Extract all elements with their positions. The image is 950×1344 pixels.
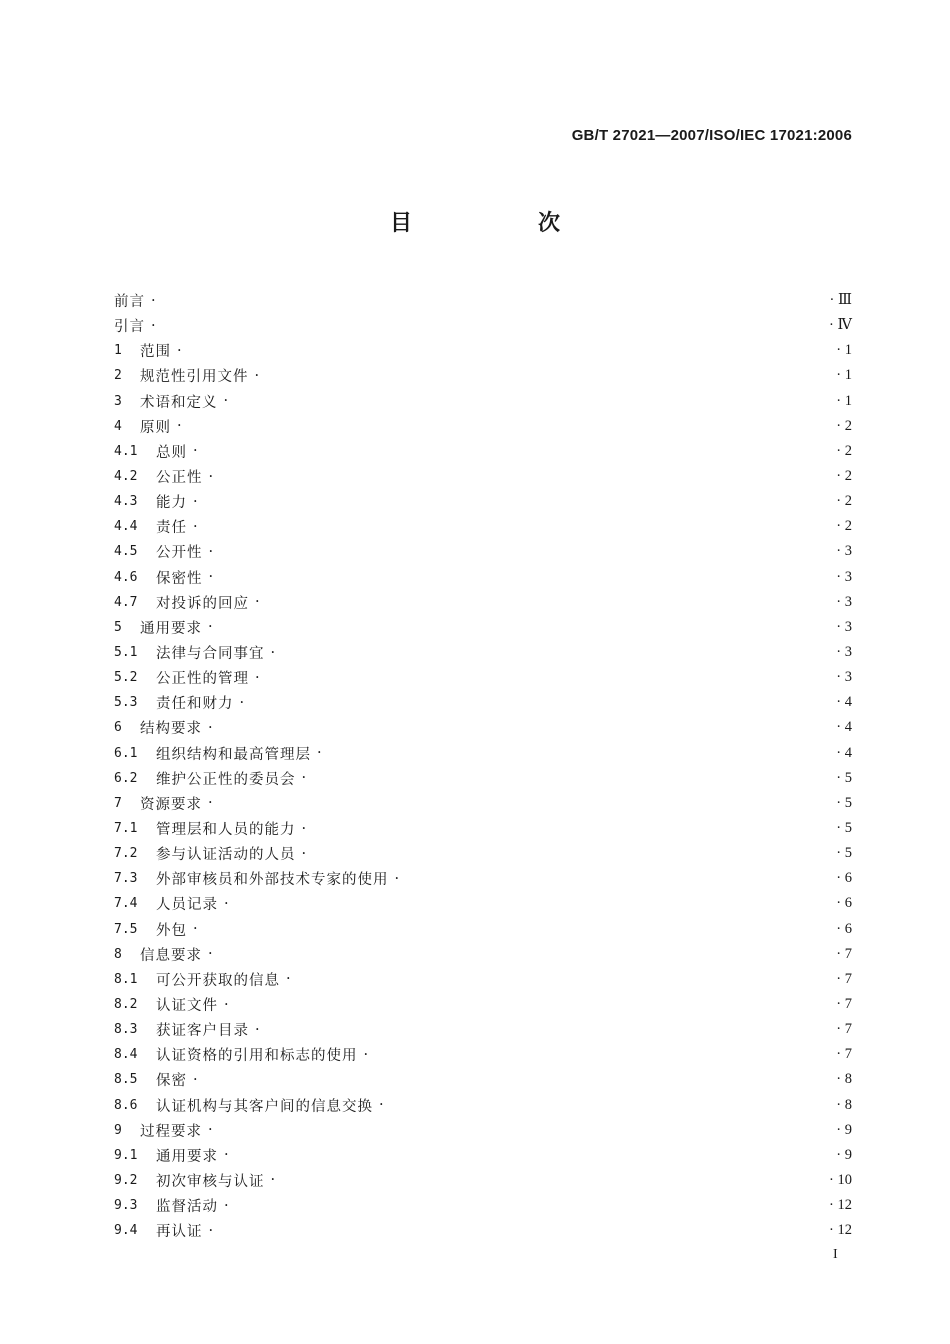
toc-page-number: 12 (837, 1197, 852, 1214)
toc-entry-number: 7.2 (114, 846, 138, 862)
page-leader-dot: · (836, 342, 845, 359)
toc-entry-title: 总则 (156, 444, 187, 461)
toc-entry-title: 认证资格的引用和标志的使用 (156, 1048, 358, 1065)
toc-entry-title: 过程要求 (140, 1123, 202, 1140)
toc-entry-page (836, 946, 852, 963)
toc-entry-page (836, 895, 852, 912)
toc-entry-page (836, 443, 852, 460)
toc-page-number: 9 (844, 1146, 852, 1163)
toc-entry[interactable] (114, 1017, 852, 1042)
toc-entry-page (836, 820, 852, 837)
toc-page-number: 12 (837, 1222, 852, 1239)
toc-entry[interactable] (114, 992, 852, 1017)
toc-entry-number: 4 (114, 418, 122, 434)
page-leader-dot: · (836, 870, 845, 887)
page-leader-dot: · (836, 468, 845, 485)
toc-entry[interactable] (114, 665, 852, 690)
leader-dot: · (208, 1122, 213, 1139)
page-leader-dot: · (836, 1146, 845, 1163)
toc-entry-page (836, 1021, 852, 1038)
toc-entry-page (836, 845, 852, 862)
toc-entry-number: 8.5 (114, 1072, 138, 1088)
toc-entry[interactable] (114, 917, 852, 942)
toc-entry-page (829, 1222, 852, 1239)
page-leader-dot: · (836, 820, 845, 837)
toc-entry-page (836, 770, 852, 787)
toc-entry-page (836, 569, 852, 586)
toc-entry-page (836, 393, 852, 410)
toc-page-number: 1 (844, 342, 852, 359)
toc-entry[interactable] (114, 715, 852, 740)
leader-dot: · (255, 669, 260, 686)
leader-dot: · (208, 1222, 214, 1239)
toc-entry[interactable] (114, 942, 852, 967)
toc-entry[interactable] (114, 514, 852, 539)
toc-entry-title: 法律与合同事宜 (156, 646, 265, 663)
toc-entry[interactable] (114, 766, 852, 791)
toc-entry-title: 维护公正性的委员会 (156, 771, 296, 788)
standard-code: GB/T 27021—2007/ISO/IEC 17021:2006 (571, 127, 852, 144)
toc-page-number: 7 (844, 945, 852, 962)
toc-entry[interactable] (114, 489, 852, 514)
toc-entry-number: 3 (114, 393, 122, 409)
toc-page-number: 10 (837, 1171, 852, 1188)
toc-entry-number: 7.5 (114, 921, 138, 937)
page-leader-dot: · (836, 669, 845, 686)
toc-entry-number: 8.2 (114, 997, 138, 1012)
toc-entry[interactable] (114, 967, 852, 992)
toc-entry-title: 责任和财力 (156, 696, 234, 713)
page-leader-dot: · (836, 769, 845, 786)
toc-entry-title: 通用要求 (140, 620, 202, 637)
toc-page-number: 3 (844, 593, 852, 610)
toc-page-number: 7 (844, 996, 852, 1012)
page-leader-dot: · (836, 644, 845, 661)
page-leader-dot: · (836, 367, 845, 384)
leader-dot: · (208, 719, 213, 736)
toc-entry-number: 5 (114, 619, 122, 635)
page-leader-dot: · (829, 292, 839, 309)
toc-entry-number: 1 (114, 343, 122, 359)
leader-dot: · (379, 1097, 384, 1114)
toc-entry-title: 外包 (156, 922, 187, 939)
toc-entry-title: 公开性 (156, 545, 203, 562)
toc-entry-page (836, 644, 852, 661)
toc-entry-page (836, 996, 852, 1013)
page-leader-dot: · (836, 392, 845, 409)
toc-entry-title: 通用要求 (156, 1148, 218, 1165)
toc-entry-page (830, 292, 852, 309)
toc-page-number: 5 (844, 769, 852, 786)
leader-dot: · (317, 745, 322, 762)
toc-entry[interactable] (114, 1093, 852, 1118)
toc-entry-number: 7.3 (114, 871, 138, 887)
leader-dot: · (255, 594, 260, 611)
toc-entry[interactable] (114, 338, 852, 363)
page-leader-dot: · (836, 518, 845, 535)
toc-page-number: 4 (844, 719, 852, 736)
leader-dot: · (208, 569, 214, 586)
toc-entry[interactable] (114, 791, 852, 816)
toc-entry-page (836, 921, 852, 938)
toc-entry[interactable] (114, 615, 852, 640)
toc-entry-page (836, 1122, 852, 1139)
toc-entry-page (836, 543, 852, 560)
toc-page-number: 5 (844, 820, 852, 837)
page-title: 目 次 (389, 211, 612, 236)
toc-entry-page (836, 1046, 852, 1063)
toc-page-number: 1 (844, 392, 852, 409)
toc-entry[interactable] (114, 816, 852, 841)
toc-entry-title: 认证文件 (156, 998, 218, 1014)
toc-entry-number: 7 (114, 795, 122, 811)
toc-entry-title: 责任 (156, 520, 187, 537)
toc-entry-number: 8.3 (114, 1022, 138, 1038)
page-leader-dot: · (836, 1021, 845, 1038)
page-leader-dot: · (829, 1171, 838, 1188)
leader-dot: · (224, 996, 229, 1013)
page-leader-dot: · (836, 845, 845, 862)
toc-entry-title: 规范性引用文件 (140, 369, 249, 386)
toc-entry[interactable] (114, 1218, 852, 1243)
leader-dot: · (286, 971, 291, 988)
toc-entry[interactable] (114, 640, 852, 665)
toc-entry-title: 公正性 (156, 470, 203, 487)
toc-entry-title: 资源要求 (140, 796, 202, 813)
toc-entry[interactable] (114, 464, 852, 489)
toc-entry[interactable] (114, 1168, 852, 1193)
toc-entry-number: 4.6 (114, 569, 138, 585)
toc-page-number: 6 (844, 895, 852, 912)
toc-entry-page (829, 1172, 852, 1189)
toc-entry-title: 获证客户目录 (156, 1023, 249, 1040)
toc-page-number: 5 (844, 845, 852, 862)
toc-entry-title: 原则 (140, 419, 171, 436)
toc-page-number: Ⅳ (837, 317, 852, 334)
toc-entry-number: 5.3 (114, 695, 138, 711)
toc-entry-title: 监督活动 (156, 1199, 218, 1216)
leader-dot: · (254, 367, 260, 384)
toc-entry-title: 范围 (140, 344, 171, 361)
toc-entry[interactable] (114, 1193, 852, 1218)
page-number: I (833, 1247, 838, 1262)
page-leader-dot: · (836, 1071, 845, 1088)
toc-page-number: 4 (844, 694, 852, 711)
leader-dot: · (301, 845, 307, 862)
toc-entry-number: 4.2 (114, 469, 138, 485)
page-leader-dot: · (836, 1096, 845, 1113)
toc-entry-number: 8.4 (114, 1047, 138, 1063)
toc-page-number: 7 (844, 1021, 852, 1038)
leader-dot: · (193, 1071, 198, 1088)
toc-entry-number: 5.1 (114, 645, 138, 661)
toc-entry[interactable] (114, 363, 852, 388)
toc-entry-page (829, 317, 852, 334)
leader-dot: · (270, 1172, 276, 1189)
toc-entry-title: 保密 (156, 1073, 187, 1090)
toc-entry-title: 保密性 (156, 570, 203, 587)
toc-page-number: 2 (844, 518, 852, 535)
toc-entry-title: 可公开获取的信息 (156, 972, 280, 989)
toc-entry-number: 4.7 (114, 594, 138, 610)
toc-entry-page (836, 367, 852, 384)
toc-entry[interactable] (114, 313, 852, 338)
toc-entry[interactable] (114, 539, 852, 564)
leader-dot: · (270, 644, 276, 661)
page-leader-dot: · (836, 568, 845, 585)
page-leader-dot: · (836, 442, 845, 459)
toc-entry-title: 人员记录 (156, 897, 218, 914)
page-leader-dot: · (836, 744, 845, 761)
toc-entry-number: 8 (114, 946, 122, 962)
toc-entry-page (836, 1097, 852, 1114)
toc-entry-number: 6.2 (114, 770, 138, 786)
leader-dot: · (193, 921, 198, 938)
toc-entry-title: 认证机构与其客户间的信息交换 (156, 1098, 373, 1115)
toc-page-number: 3 (844, 669, 852, 686)
page-leader-dot: · (836, 1046, 845, 1063)
page-leader-dot: · (836, 417, 845, 434)
toc-entry-number: 6.1 (114, 745, 138, 761)
toc-page-number: 6 (844, 920, 852, 937)
toc-entry-page (836, 694, 852, 711)
toc-entry-title: 初次审核与认证 (156, 1173, 265, 1190)
toc-entry-number: 4.3 (114, 494, 138, 510)
page-leader-dot: · (836, 593, 845, 610)
toc-page-number: 2 (844, 417, 852, 434)
toc-entry-page (836, 971, 852, 988)
toc-entry-number: 6 (114, 720, 122, 736)
toc-entry-page (836, 468, 852, 485)
toc-entry-title: 再认证 (156, 1224, 203, 1241)
page-leader-dot: · (836, 493, 845, 510)
page-leader-dot: · (836, 920, 845, 937)
toc-entry-title: 管理层和人员的能力 (156, 822, 296, 839)
toc-entry-page (829, 1197, 852, 1214)
page-leader-dot: · (836, 1121, 845, 1138)
toc-page-number: 6 (844, 870, 852, 887)
toc-entry-number: 9.4 (114, 1223, 138, 1239)
page-leader-dot: · (836, 970, 845, 987)
toc-entry-title: 术语和定义 (140, 394, 218, 411)
toc-entry-title: 外部审核员和外部技术专家的使用 (156, 872, 389, 889)
toc-entry[interactable] (114, 866, 852, 891)
leader-dot: · (239, 694, 245, 711)
toc-entry-number: 9 (114, 1122, 122, 1138)
toc-entry-page (836, 418, 852, 435)
toc-entry[interactable] (114, 841, 852, 866)
toc-entry-title: 对投诉的回应 (156, 595, 249, 612)
leader-dot: · (193, 443, 198, 460)
toc-page-number: 9 (844, 1121, 852, 1138)
page-leader-dot: · (836, 895, 845, 912)
toc-entry[interactable] (114, 891, 852, 916)
toc-entry-title: 结构要求 (140, 721, 202, 738)
toc-page-number: 3 (844, 618, 852, 635)
leader-dot: · (224, 1147, 229, 1164)
toc-page-number: Ⅲ (838, 292, 852, 309)
toc-entry-number: 2 (114, 368, 122, 384)
page-leader-dot: · (836, 996, 845, 1012)
leader-dot: · (177, 342, 182, 359)
toc-page-number: 2 (844, 468, 852, 485)
toc-entry[interactable] (114, 690, 852, 715)
toc-entry[interactable] (114, 389, 852, 414)
toc-entry[interactable] (114, 1067, 852, 1092)
leader-dot: · (301, 770, 307, 787)
page-leader-dot: · (829, 1222, 838, 1239)
toc-page-number: 8 (844, 1096, 852, 1113)
leader-dot: · (363, 1046, 369, 1063)
toc-entry-title: 能力 (156, 495, 187, 512)
toc-page-number: 3 (844, 543, 852, 560)
toc-entry-title: 引言 (114, 319, 145, 336)
toc-page-number: 8 (844, 1071, 852, 1088)
page-leader-dot: · (829, 317, 838, 334)
leader-dot: · (208, 543, 214, 560)
toc-entry-page (836, 342, 852, 359)
toc-entry-number: 7.1 (114, 821, 138, 837)
toc-entry-number: 5.2 (114, 670, 138, 686)
toc-entry-number: 9.1 (114, 1147, 138, 1163)
page-leader-dot: · (836, 618, 845, 635)
toc-entry[interactable] (114, 439, 852, 464)
toc-entry[interactable] (114, 414, 852, 439)
toc-entry-title: 组织结构和最高管理层 (156, 746, 311, 763)
table-of-contents (114, 288, 852, 1243)
toc-entry-page (836, 518, 852, 535)
toc-entry[interactable] (114, 590, 852, 615)
toc-entry[interactable] (114, 1042, 852, 1067)
page-leader-dot: · (836, 543, 845, 560)
toc-entry-page (836, 719, 852, 736)
leader-dot: · (224, 1197, 229, 1214)
leader-dot: · (208, 946, 213, 963)
toc-entry-page (836, 619, 852, 636)
leader-dot: · (193, 493, 198, 510)
leader-dot: · (208, 468, 214, 485)
leader-dot: · (208, 795, 213, 812)
leader-dot: · (224, 895, 229, 912)
toc-entry-number: 4.5 (114, 544, 138, 560)
toc-entry-number: 4.1 (114, 443, 138, 459)
toc-entry[interactable] (114, 288, 852, 313)
toc-entry[interactable] (114, 1143, 852, 1168)
toc-entry-page (836, 1147, 852, 1164)
toc-page-number: 3 (844, 644, 852, 661)
toc-page-number: 7 (844, 970, 852, 987)
toc-page-number: 3 (844, 568, 852, 585)
leader-dot: · (177, 418, 182, 435)
toc-entry-number: 8.6 (114, 1097, 138, 1113)
toc-page-number: 2 (844, 442, 852, 459)
toc-entry-page (836, 795, 852, 812)
leader-dot: · (151, 317, 156, 334)
toc-entry-number: 8.1 (114, 971, 138, 987)
page-leader-dot: · (836, 719, 845, 736)
toc-entry-title: 公正性的管理 (156, 671, 249, 688)
leader-dot: · (151, 292, 156, 309)
toc-entry-page (836, 669, 852, 686)
toc-page-number: 7 (844, 1046, 852, 1063)
toc-page-number: 5 (844, 794, 852, 811)
toc-entry-page (836, 1071, 852, 1088)
toc-entry-page (836, 493, 852, 510)
page-leader-dot: · (836, 794, 845, 811)
leader-dot: · (255, 1021, 260, 1038)
toc-entry[interactable] (114, 565, 852, 590)
toc-entry-number: 7.4 (114, 896, 138, 912)
leader-dot: · (223, 393, 229, 410)
toc-entry-title: 参与认证活动的人员 (156, 847, 296, 864)
toc-entry-number: 9.3 (114, 1198, 138, 1214)
toc-entry-number: 9.2 (114, 1172, 138, 1188)
page-leader-dot: · (836, 945, 845, 962)
toc-page-number: 4 (844, 744, 852, 761)
toc-entry-title: 信息要求 (140, 947, 202, 964)
toc-entry-page (836, 870, 852, 887)
toc-page-number: 1 (844, 367, 852, 384)
toc-entry-number: 4.4 (114, 519, 138, 535)
leader-dot: · (301, 820, 307, 837)
toc-entry-page (836, 745, 852, 762)
toc-entry-page (836, 594, 852, 611)
leader-dot: · (394, 870, 400, 887)
leader-dot: · (193, 518, 198, 535)
toc-entry[interactable] (114, 1118, 852, 1143)
toc-entry[interactable] (114, 741, 852, 766)
toc-page-number: 2 (844, 493, 852, 510)
page-leader-dot: · (836, 694, 845, 711)
toc-entry-title: 前言 (114, 294, 145, 311)
leader-dot: · (208, 619, 213, 636)
page-leader-dot: · (829, 1197, 838, 1214)
